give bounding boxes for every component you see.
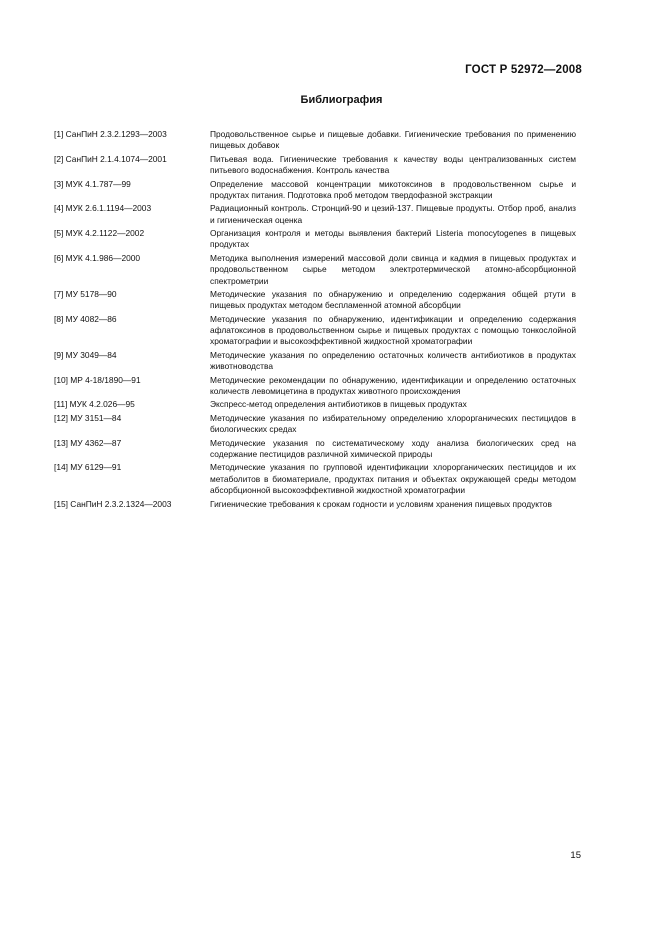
entry-reference: [9] МУ 3049—84 xyxy=(54,349,117,360)
bibliography-entry xyxy=(54,462,576,496)
entry-reference: [7] МУ 5178—90 xyxy=(54,288,117,299)
bibliography-entry xyxy=(54,314,576,348)
bibliography-entry xyxy=(54,179,576,202)
entry-description: Радиационный контроль. Стронций-90 и цезий-137. Пищевые продукты. Отбор проб, анализ и гигиеническая оценка xyxy=(210,203,576,225)
entry-description: Определение массовой концентрации микотоксинов в продовольственном сырье и продуктах питания. Подготовка проб методом твердофазной экстракции xyxy=(210,178,576,200)
entry-description: Организация контроля и методы выявления бактерий Listeria monocytogenes в пищевых продуктах xyxy=(210,228,576,250)
section-title: Библиография xyxy=(300,94,383,106)
entry-reference: [13] МУ 4362—87 xyxy=(54,437,122,448)
entry-description: Экспресс-метод определения антибиотиков в пищевых продуктах xyxy=(210,399,467,410)
entry-reference: [11] МУК 4.2.026—95 xyxy=(54,399,135,410)
document-header-standard: ГОСТ Р 52972—2008 xyxy=(465,64,582,76)
entry-description: Методические указания по обнаружению, идентификации и определению содержания афлатоксинов в продовольственном сырье и пищевых продуктах с помощью тонкослойной хроматографии и высокоэффективной жидкостной хроматографии xyxy=(210,313,576,347)
entry-description: Питьевая вода. Гигиенические требования к качеству воды централизованных систем питьевого водоснабжения. Контроль качества xyxy=(210,153,576,176)
bibliography-entry xyxy=(54,154,576,177)
entry-description: Методические указания по групповой идентификации хлорорганических пестицидов и их метаболитов в биоматериале, продуктах питания и объектах окружающей среды методом абсорбционной высокоэффективной жидкостной хроматографии xyxy=(210,462,576,496)
bibliography-entry xyxy=(54,350,576,373)
entry-reference: [15] СанПиН 2.3.2.1324—2003 xyxy=(54,498,172,509)
bibliography-entry xyxy=(54,203,576,226)
bibliography-entry xyxy=(54,499,576,510)
entry-description: Методические указания по систематическому ходу анализа биологических сред на содержание пестицидов различной химической природы xyxy=(210,437,576,459)
bibliography-list xyxy=(54,129,576,512)
entry-reference: [14] МУ 6129—91 xyxy=(54,462,122,473)
entry-reference: [3] МУК 4.1.787—99 xyxy=(54,178,131,189)
bibliography-entry xyxy=(54,438,576,461)
entry-reference: [6] МУК 4.1.986—2000 xyxy=(54,252,141,263)
entry-reference: [10] МР 4-18/1890—91 xyxy=(54,374,141,385)
entry-reference: [2] СанПиН 2.1.4.1074—2001 xyxy=(54,153,167,164)
entry-description: Методические рекомендации по обнаружению, идентификации и определению остаточных количеств левомицетина в продуктах животного происхождения xyxy=(210,374,576,396)
bibliography-entry xyxy=(54,253,576,287)
entry-description: Продовольственное сырье и пищевые добавки. Гигиенические требования по применению пищевых добавок xyxy=(210,129,576,151)
entry-description: Методические указания по избирательному определению хлорорганических пестицидов в биологических средах xyxy=(210,412,576,435)
bibliography-entry xyxy=(54,289,576,312)
bibliography-entry xyxy=(54,375,576,398)
bibliography-entry xyxy=(54,228,576,251)
entry-reference: [12] МУ 3151—84 xyxy=(54,412,122,423)
entry-reference: [8] МУ 4082—86 xyxy=(54,313,117,324)
bibliography-entry xyxy=(54,399,576,410)
entry-description: Методические указания по обнаружению и определению содержания общей ртути в пищевых продуктах методом беспламенной атомной абсорбции xyxy=(210,288,576,311)
bibliography-entry xyxy=(54,413,576,436)
entry-description: Гигиенические требования к срокам годности и условиям хранения пищевых продуктов xyxy=(210,498,552,509)
bibliography-entry xyxy=(54,129,576,152)
entry-reference: [1] СанПиН 2.3.2.1293—2003 xyxy=(54,129,167,139)
entry-description: Методика выполнения измерений массовой доли свинца и кадмия в пищевых продуктах и продовольственном сырье методом электротермической атомно-абсорбционной спектрометрии xyxy=(210,252,576,286)
page-number: 15 xyxy=(570,850,581,861)
entry-reference: [5] МУК 4.2.1122—2002 xyxy=(54,228,145,239)
entry-reference: [4] МУК 2.6.1.1194—2003 xyxy=(54,203,152,214)
entry-description: Методические указания по определению остаточных количеств антибиотиков в продуктах животноводства xyxy=(210,349,576,372)
